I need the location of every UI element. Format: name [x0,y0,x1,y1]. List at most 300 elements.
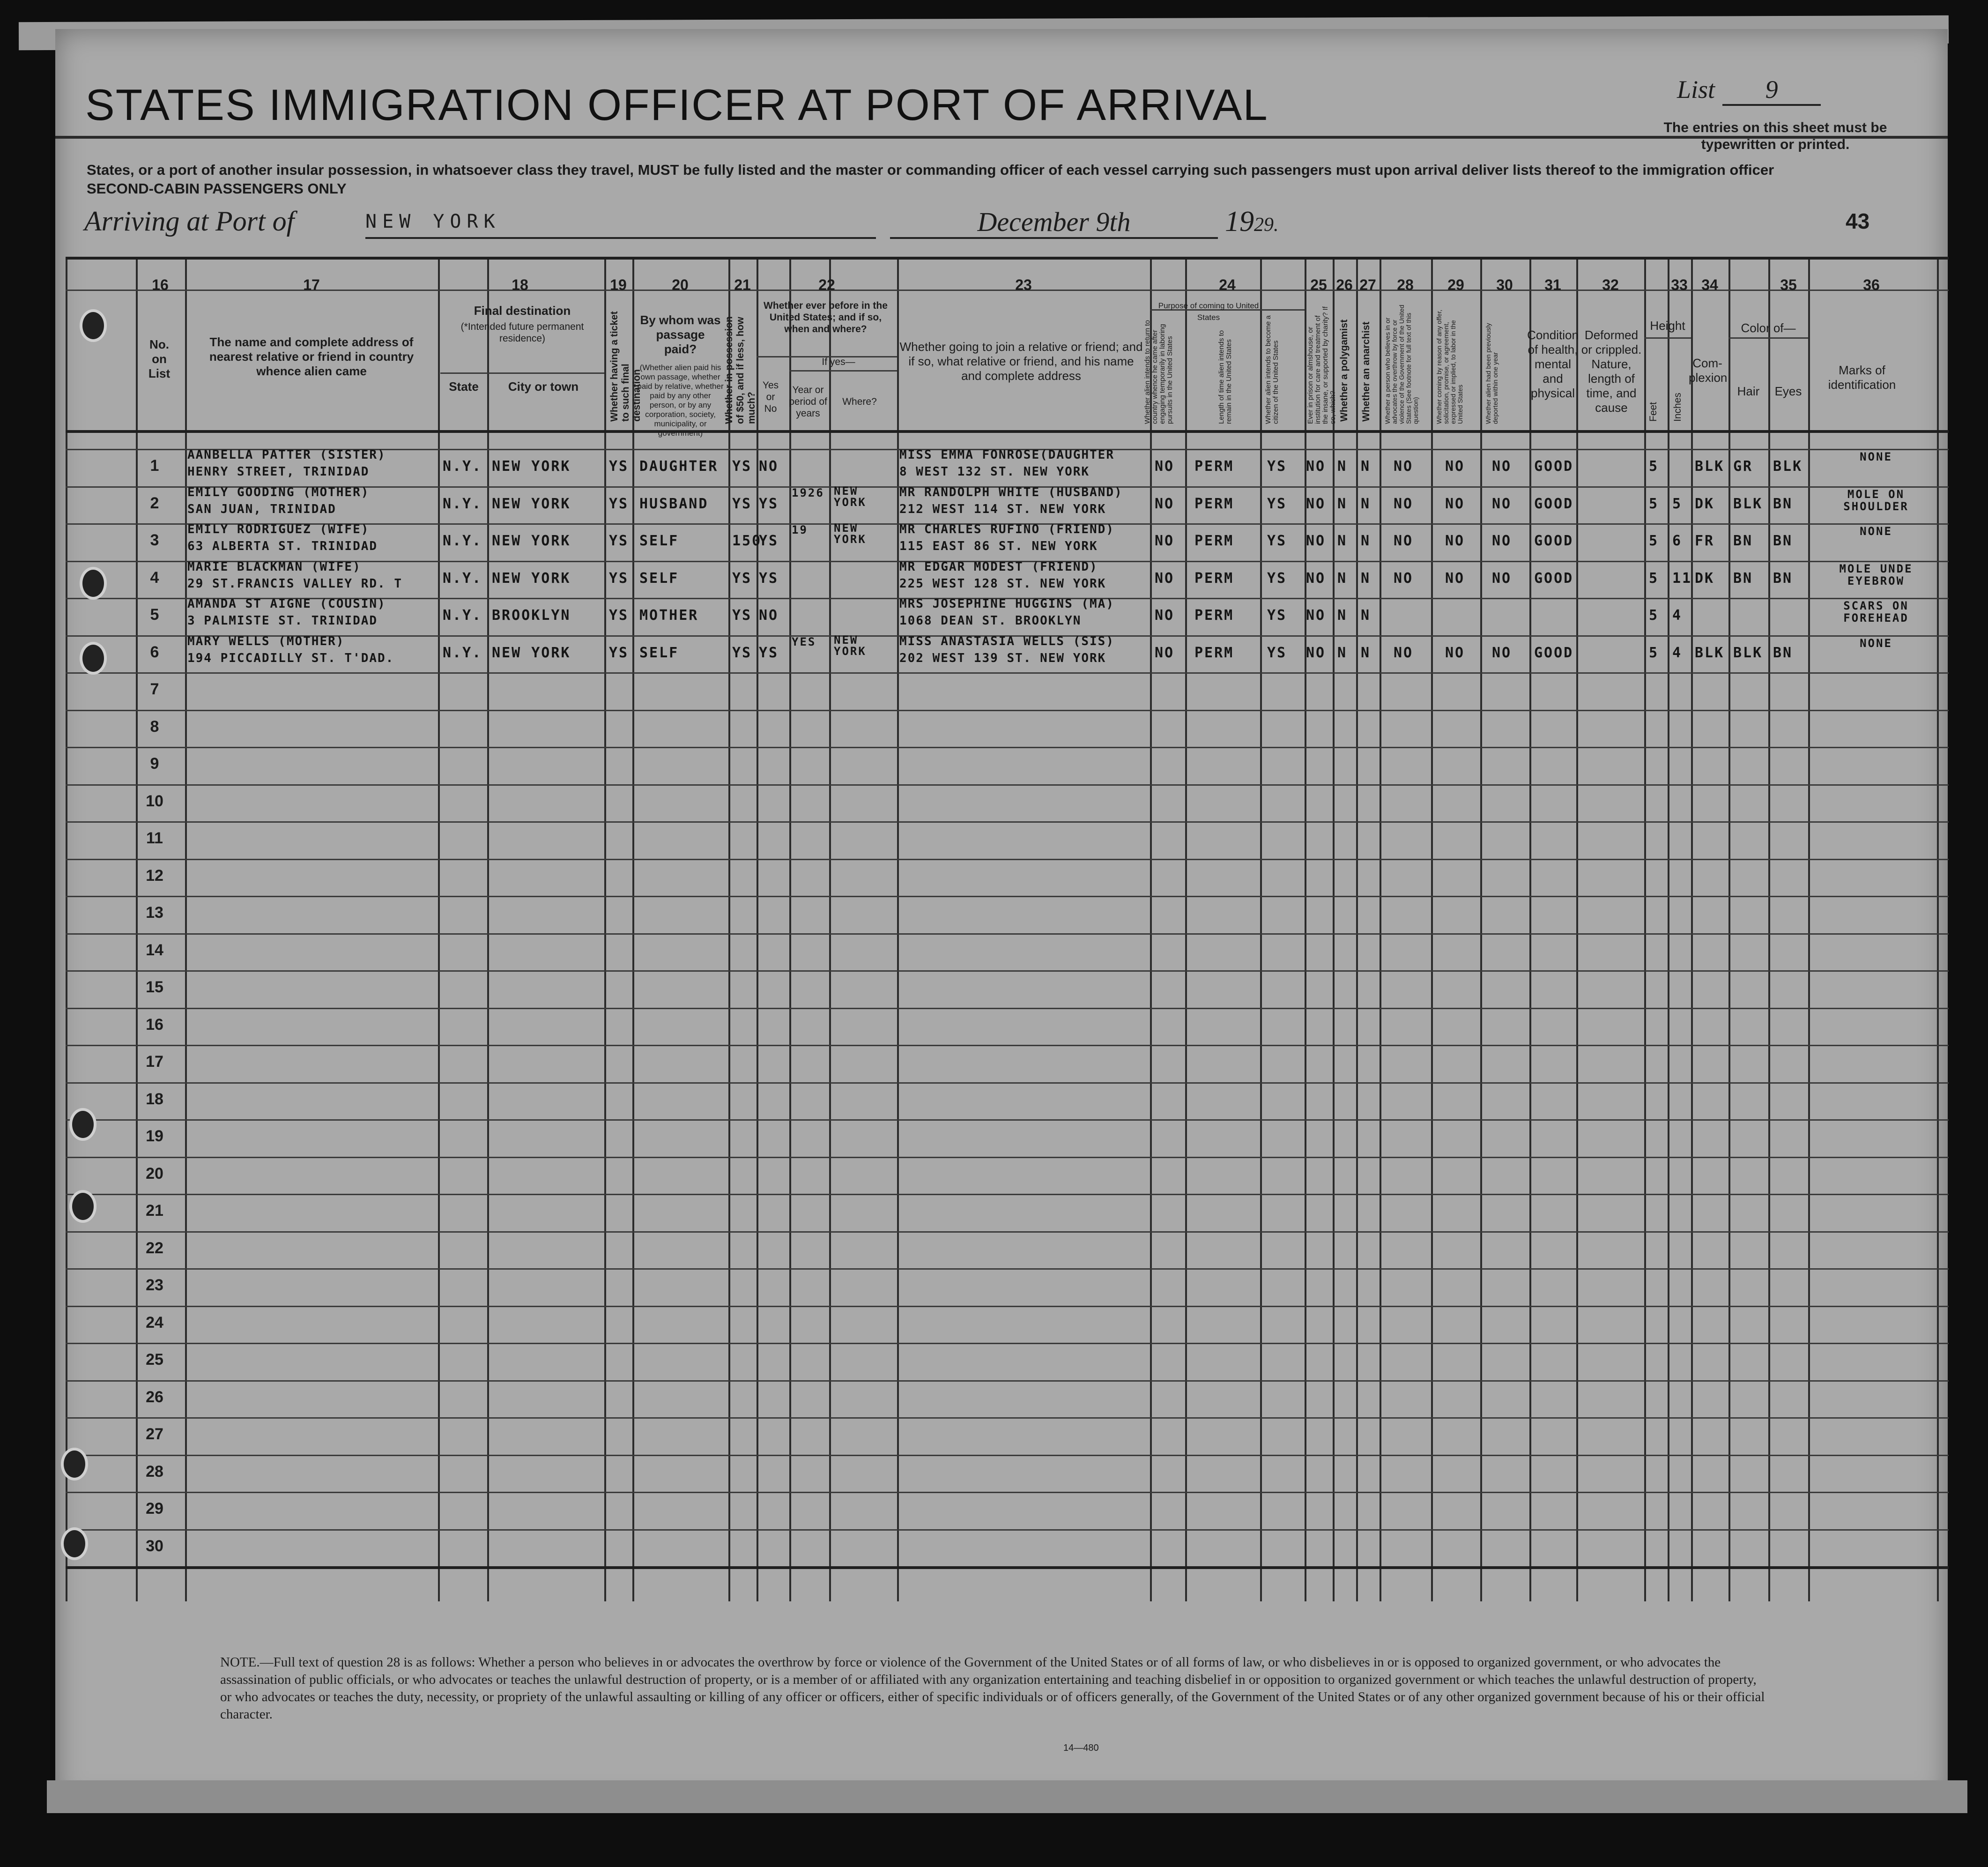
cell-year: 1926 [792,486,824,499]
cell-complexion: DK [1695,570,1715,587]
cell-complexion: DK [1695,495,1715,512]
header-hair: Hair [1737,384,1760,398]
cell-eyes: BN [1773,533,1793,549]
list-number: 9 [1722,75,1821,106]
cell-m50: YS [732,570,752,587]
cell-c23a: MR RANDOLPH WHITE (HUSBAND) [899,485,1123,499]
row-number: 10 [146,792,163,810]
grid-row-line [66,747,1949,748]
row-number: 26 [146,1388,163,1406]
grid-header-line [66,290,1949,291]
cell-ticket: YS [609,607,629,624]
cell-c23b: 8 WEST 132 ST. NEW YORK [899,465,1090,479]
row-number: 23 [146,1276,163,1294]
row-number: 5 [150,606,159,624]
cell-marks: SCARS ON FOREHEAD [1843,599,1909,625]
cell-length: PERM [1194,607,1234,624]
cell-anar: N [1361,607,1371,624]
grid-row-line [66,1268,1949,1270]
header-citizen-intent: Whether alien intends to become a citizen of the United States [1264,315,1280,424]
cell-before: YS [759,570,779,587]
grid-column-line [1333,257,1335,1601]
cell-c23a: MISS ANASTASIA WELLS (SIS) [899,634,1114,648]
cell-state: N.Y. [443,644,482,661]
cell-prison: NO [1306,570,1326,587]
cell-q29: NO [1445,644,1465,661]
grid-row-line [66,1082,1949,1084]
cell-inches: 6 [1672,533,1683,549]
header-passage-paid: By whom was passage paid? [640,313,721,356]
cell-ticket: YS [609,570,629,587]
cell-inches: 4 [1672,607,1683,624]
cell-before: YS [759,495,779,512]
port-field: NEW YORK [365,211,876,239]
column-number: 36 [1863,276,1880,293]
cell-c23a: MR CHARLES RUFINO (FRIEND) [899,522,1114,536]
cell-prison: NO [1306,533,1326,549]
row-number: 19 [146,1127,163,1145]
cell-c17a: AMANDA ST AIGNE (COUSIN) [187,597,386,611]
cell-length: PERM [1194,644,1234,661]
header-year-period: Year or period of years [789,385,827,419]
punch-hole [69,1190,96,1223]
cell-city: NEW YORK [492,644,571,661]
header-ticket: Whether having a ticket to such final destination [609,311,642,422]
cell-poly: N [1337,570,1348,587]
header-inches: Inches [1672,393,1683,422]
cell-citizen: YS [1267,570,1287,587]
cell-feet: 5 [1649,607,1659,624]
header-no-on-list: No. on List [148,337,171,380]
grid-row-line [66,1231,1949,1233]
arriving-label: Arriving at Port of [84,206,295,237]
grid-row-line [66,1492,1949,1493]
cell-ticket: YS [609,644,629,661]
grid-column-line [757,257,758,1601]
grid-column-line [1691,257,1693,1601]
row-number: 30 [146,1537,163,1555]
row-number: 20 [146,1164,163,1183]
grid-column-line [1431,257,1433,1601]
cell-anar: N [1361,570,1371,587]
cell-c17b: 29 ST.FRANCIS VALLEY RD. T [187,576,402,591]
cell-c23b: 225 WEST 128 ST. NEW YORK [899,576,1106,591]
cell-c23a: MR EDGAR MODEST (FRIEND) [899,559,1098,574]
cell-q30: NO [1492,458,1512,475]
grid-column-line [604,257,606,1601]
cell-where: NEW YORK [834,633,867,658]
row-number: 22 [146,1239,163,1257]
header-marks: Marks of identification [1828,363,1896,392]
grid-row-line [66,1343,1949,1344]
column-number: 34 [1701,276,1718,293]
header-color-of: Color of— [1741,321,1796,335]
cell-health: GOOD [1534,570,1574,587]
cell-anar: N [1361,495,1371,512]
header-feet: Feet [1648,402,1659,422]
cell-health: GOOD [1534,533,1574,549]
cell-c23a: MISS EMMA FONROSE(DAUGHTER [899,448,1114,462]
grid-subheader-line [440,372,604,374]
cell-anar: N [1361,644,1371,661]
cell-poly: N [1337,533,1348,549]
cell-hair: BN [1733,533,1753,549]
header-fifty-dollars: Whether in possession of $50, and if less, how much? [724,316,757,424]
row-number: 6 [150,643,159,661]
column-number: 26 [1336,276,1353,293]
page-title: STATES IMMIGRATION OFFICER AT PORT OF ARRIVAL [85,80,1268,129]
cell-m50: YS [732,495,752,512]
cell-q30: NO [1492,533,1512,549]
header-anarchist: Whether an anarchist [1361,321,1372,422]
header-state: State [449,379,479,394]
header-complexion: Com-plexion [1689,356,1728,385]
row-number: 14 [146,941,163,959]
grid-row-line [66,933,1949,935]
row-number: 21 [146,1202,163,1220]
cell-length: PERM [1194,458,1234,475]
cell-feet: 5 [1649,533,1659,549]
cell-q29: NO [1445,458,1465,475]
cell-c17a: AANBELLA PATTER (SISTER) [187,448,386,462]
cell-q29: NO [1445,533,1465,549]
cell-paid: SELF [639,533,679,549]
cell-where: NEW YORK [834,521,867,546]
grid-column-line [185,257,187,1601]
grid-header-line [66,430,1949,433]
row-number: 29 [146,1500,163,1517]
grid-column-line [829,257,831,1601]
cell-feet: 5 [1649,458,1659,475]
cell-eyes: BN [1773,644,1793,661]
header-passage-paid-note: (Whether alien paid his own passage, whether paid by relative, whether paid by any other person, or by any corporation, society, municipality, or government) [637,363,724,438]
cell-prison: NO [1306,644,1326,661]
header-final-destination-note: (*Intended future permanent residence) [460,321,584,344]
cell-state: N.Y. [443,495,482,512]
punch-hole [61,1448,88,1480]
cell-marks: MOLE UNDE EYEBROW [1839,562,1913,588]
cell-before: YS [759,533,779,549]
column-number: 27 [1359,276,1376,293]
row-number: 24 [146,1313,163,1331]
grid-subheader-line [1728,337,1808,339]
column-number: 19 [610,276,627,293]
cell-state: N.Y. [443,570,482,587]
row-number: 11 [146,829,163,847]
cell-anar: N [1361,533,1371,549]
cell-c23b: 202 WEST 139 ST. NEW YORK [899,651,1106,665]
cell-c17a: EMILY GOODING (MOTHER) [187,485,370,499]
cell-paid: DAUGHTER [639,458,719,475]
grid-row-line [66,1455,1949,1456]
grid-column-line [728,257,730,1601]
cell-c17a: EMILY RODRIGUEZ (WIFE) [187,522,370,536]
grid-row-line [66,821,1949,823]
cell-complexion: BLK [1695,644,1725,661]
grid-row-line [66,970,1949,972]
row-number: 1 [150,457,159,475]
cell-ticket: YS [609,533,629,549]
row-number: 3 [150,531,159,549]
row-number: 8 [150,717,159,736]
class-line: SECOND-CABIN PASSENGERS ONLY [87,180,347,197]
column-number: 22 [818,276,835,293]
header-height: Height [1650,319,1685,333]
cell-c23b: 212 WEST 114 ST. NEW YORK [899,502,1106,516]
cell-length: PERM [1194,495,1234,512]
cell-ret: NO [1155,495,1175,512]
grid-column-line [136,257,138,1601]
cell-q28: NO [1394,570,1414,587]
cell-city: NEW YORK [492,495,571,512]
cell-eyes: BN [1773,570,1793,587]
grid-row-line [66,896,1949,897]
header-q30: Whether alien had been previously deported within one year [1484,323,1499,424]
header-prison: Ever in prison or almshouse, or institution for care and treatment of the insane, or supported by charity? If so, which? [1306,306,1337,424]
cell-q28: NO [1394,533,1414,549]
cell-q30: NO [1492,570,1512,587]
grid-column-line [66,257,67,1601]
cell-health: GOOD [1534,644,1574,661]
column-number: 23 [1015,276,1032,293]
cell-city: BROOKLYN [492,607,571,624]
header-deformed: Deformed or crippled. Nature, length of time, and cause [1581,328,1642,415]
subtitle-line: States, or a port of another insular possession, in whatsoever class they travel, MUST be fully listed and the master or commanding officer of each vessel carrying such passengers must upon arrival deliver lists thereof to the immigration officer [87,162,1774,178]
cell-paid: HUSBAND [639,495,709,512]
grid-column-line [1480,257,1482,1601]
cell-paid: MOTHER [639,607,699,624]
cell-anar: N [1361,458,1371,475]
grid-column-line [1728,257,1730,1601]
cell-c17b: 63 ALBERTA ST. TRINIDAD [187,539,378,553]
header-eyes: Eyes [1774,384,1802,398]
cell-c17a: MARY WELLS (MOTHER) [187,634,345,648]
row-number: 4 [150,568,159,587]
punch-hole [80,309,107,342]
header-health: Condition of health, mental and physical [1527,328,1579,400]
cell-length: PERM [1194,533,1234,549]
cell-citizen: YS [1267,607,1287,624]
cell-q28: NO [1394,458,1414,475]
grid-column-line [897,257,899,1601]
cell-complexion: BLK [1695,458,1725,475]
grid-column-line [1644,257,1646,1601]
page-number: 43 [1846,209,1870,233]
cell-marks: NONE [1860,525,1892,538]
cell-poly: N [1337,495,1348,512]
column-number: 24 [1219,276,1236,293]
grid-row-line [66,710,1949,711]
cell-citizen: YS [1267,495,1287,512]
header-polygamist: Whether a polygamist [1339,319,1350,422]
column-number: 28 [1397,276,1414,293]
cell-health: GOOD [1534,495,1574,512]
grid-row-line [66,1417,1949,1419]
grid-row-line [66,1157,1949,1158]
cell-q28: NO [1394,644,1414,661]
cell-before: YS [759,644,779,661]
cell-before: NO [759,458,779,475]
punch-hole [80,642,107,675]
cell-ticket: YS [609,458,629,475]
cell-citizen: YS [1267,644,1287,661]
header-purpose: Purpose of coming to United States [1158,301,1259,322]
column-number: 21 [734,276,751,293]
cell-prison: NO [1306,607,1326,624]
cell-inches: 5 [1672,495,1683,512]
column-number: 17 [303,276,320,293]
grid-header-line [66,257,1949,260]
grid-subheader-line [1644,337,1691,339]
header-return-intent: Whether alien intends to return to country whence he came after engaging temporarily in laboring pursuits in the United States [1143,320,1174,424]
cell-q30: NO [1492,644,1512,661]
cell-state: N.Y. [443,458,482,475]
grid-row-line [66,1566,1949,1569]
cell-hair: BN [1733,570,1753,587]
row-number: 25 [146,1351,163,1369]
punch-hole [61,1527,88,1560]
grid-row-line [66,784,1949,786]
cell-c17b: SAN JUAN, TRINIDAD [187,502,336,516]
cell-hair: BLK [1733,644,1763,661]
cell-poly: N [1337,458,1348,475]
cell-prison: NO [1306,458,1326,475]
grid-column-line [1668,257,1669,1601]
cell-eyes: BLK [1773,458,1803,475]
grid-row-line [66,1119,1949,1121]
column-number: 29 [1447,276,1464,293]
grid-row-line [66,1194,1949,1195]
cell-q28: NO [1394,495,1414,512]
grid-row-line [66,672,1949,674]
grid-column-line [1356,257,1358,1601]
row-number: 7 [150,680,159,698]
column-number: 31 [1544,276,1561,293]
grid-row-line [66,1008,1949,1009]
grid-row-line [66,859,1949,860]
cell-m50: YS [732,644,752,661]
grid-column-line [789,257,791,1601]
form-code: 14—480 [1063,1743,1099,1753]
column-number: 33 [1671,276,1688,293]
cell-city: NEW YORK [492,533,571,549]
cell-feet: 5 [1649,644,1659,661]
grid-column-line [1937,257,1939,1601]
cell-ret: NO [1155,570,1175,587]
header-length-stay: Length of time alien intends to remain in the United States [1217,330,1233,424]
grid-row-line [66,1529,1949,1531]
cell-m50: YS [732,607,752,624]
grid-column-line [1380,257,1381,1601]
cell-q30: NO [1492,495,1512,512]
cell-prison: NO [1306,495,1326,512]
grid-column-line [1808,257,1810,1601]
cell-q29: NO [1445,495,1465,512]
cell-state: N.Y. [443,533,482,549]
column-number: 32 [1602,276,1619,293]
cell-where: NEW YORK [834,484,867,509]
cell-marks: NONE [1860,450,1892,463]
grid-row-line [66,1380,1949,1382]
row-number: 15 [146,978,163,996]
cell-poly: N [1337,607,1348,624]
cell-before: NO [759,607,779,624]
date-field: December 9th [890,206,1218,239]
cell-citizen: YS [1267,458,1287,475]
cell-state: N.Y. [443,607,482,624]
cell-ret: NO [1155,458,1175,475]
cell-c23a: MRS JOSEPHINE HUGGINS (MA) [899,597,1114,611]
header-ever-before: Whether ever before in the United States; and if so, when and where? [764,300,888,335]
grid-column-line [487,257,489,1601]
grid-column-line [1185,257,1187,1601]
cell-health: GOOD [1534,458,1574,475]
cell-inches: 11 [1672,570,1692,587]
cell-citizen: YS [1267,533,1287,549]
cell-q29: NO [1445,570,1465,587]
row-number: 28 [146,1462,163,1480]
cell-ticket: YS [609,495,629,512]
cell-c17b: 3 PALMISTE ST. TRINIDAD [187,614,378,628]
grid-subheader-line [789,370,897,372]
cell-length: PERM [1194,570,1234,587]
column-number: 25 [1310,276,1327,293]
grid-column-line [1150,257,1152,1601]
row-number: 17 [146,1053,163,1071]
grid-column-line [438,257,440,1601]
header-q28: Whether a person who believes in or advocates the overthrow by force or violence of the Government of the United States (See footnote for full text of this question) [1384,305,1419,424]
cell-paid: SELF [639,644,679,661]
cell-year: 19 [792,523,808,536]
header-final-destination: Final destination [474,304,571,318]
row-number: 13 [146,904,163,922]
grid-column-line [1529,257,1531,1601]
header-where: Where? [842,396,877,407]
row-number: 12 [146,866,163,885]
row-number: 27 [146,1425,163,1443]
column-number: 16 [152,276,169,293]
column-number: 18 [512,276,528,293]
header-q29: Whether coming by reason of any offer, solicitation, promise, or agreement, expressed or implied, to labor in the United States [1435,309,1464,424]
cell-year: YES [792,635,816,648]
cell-ret: NO [1155,533,1175,549]
header-yes-no: Yes or No [762,380,779,414]
cell-feet: 5 [1649,570,1659,587]
cell-city: NEW YORK [492,570,571,587]
grid-row-line [66,1306,1949,1307]
cell-feet: 5 [1649,495,1659,512]
column-number: 30 [1496,276,1513,293]
grid-row-line [66,1045,1949,1046]
cell-c17b: 194 PICCADILLY ST. T'DAD. [187,651,394,665]
cell-hair: GR [1733,458,1753,475]
cell-ret: NO [1155,644,1175,661]
row-number: 2 [150,494,159,512]
row-number: 16 [146,1015,163,1034]
instruction-note: The entries on this sheet must be typewritten or printed. [1663,120,1887,152]
cell-c17b: HENRY STREET, TRINIDAD [187,465,370,479]
footnote: NOTE.—Full text of question 28 is as follows: Whether a person who believes in or advocates the overthrow by force or violence of the Government of the United States or of all forms of law, or who disbelieves in or is opposed to organized government, or who advocates the assassination of public officials, or who advocates or teaches the unlawful destruction of property, or is a member of or affiliated with any organization entertaining and teaching disbelief in or opposition to organized government or which teaches the unlawful destruction of property, or who advocates or teaches the duty, necessity, or propriety of the unlawful assaulting or killing of any officer or officers, either of specific individuals or of officers generally, of the Government of the United States or of any other organized government because of his or their official character. [220,1655,1765,1722]
cell-marks: NONE [1860,636,1892,650]
column-number: 35 [1780,276,1797,293]
grid-column-line [1260,257,1262,1601]
cell-poly: N [1337,644,1348,661]
cell-complexion: FR [1695,533,1715,549]
cell-m50: 150 [732,533,762,549]
year-suffix: 29. [1254,214,1279,236]
cell-hair: BLK [1733,495,1763,512]
cell-c17a: MARIE BLACKMAN (WIFE) [187,559,361,574]
